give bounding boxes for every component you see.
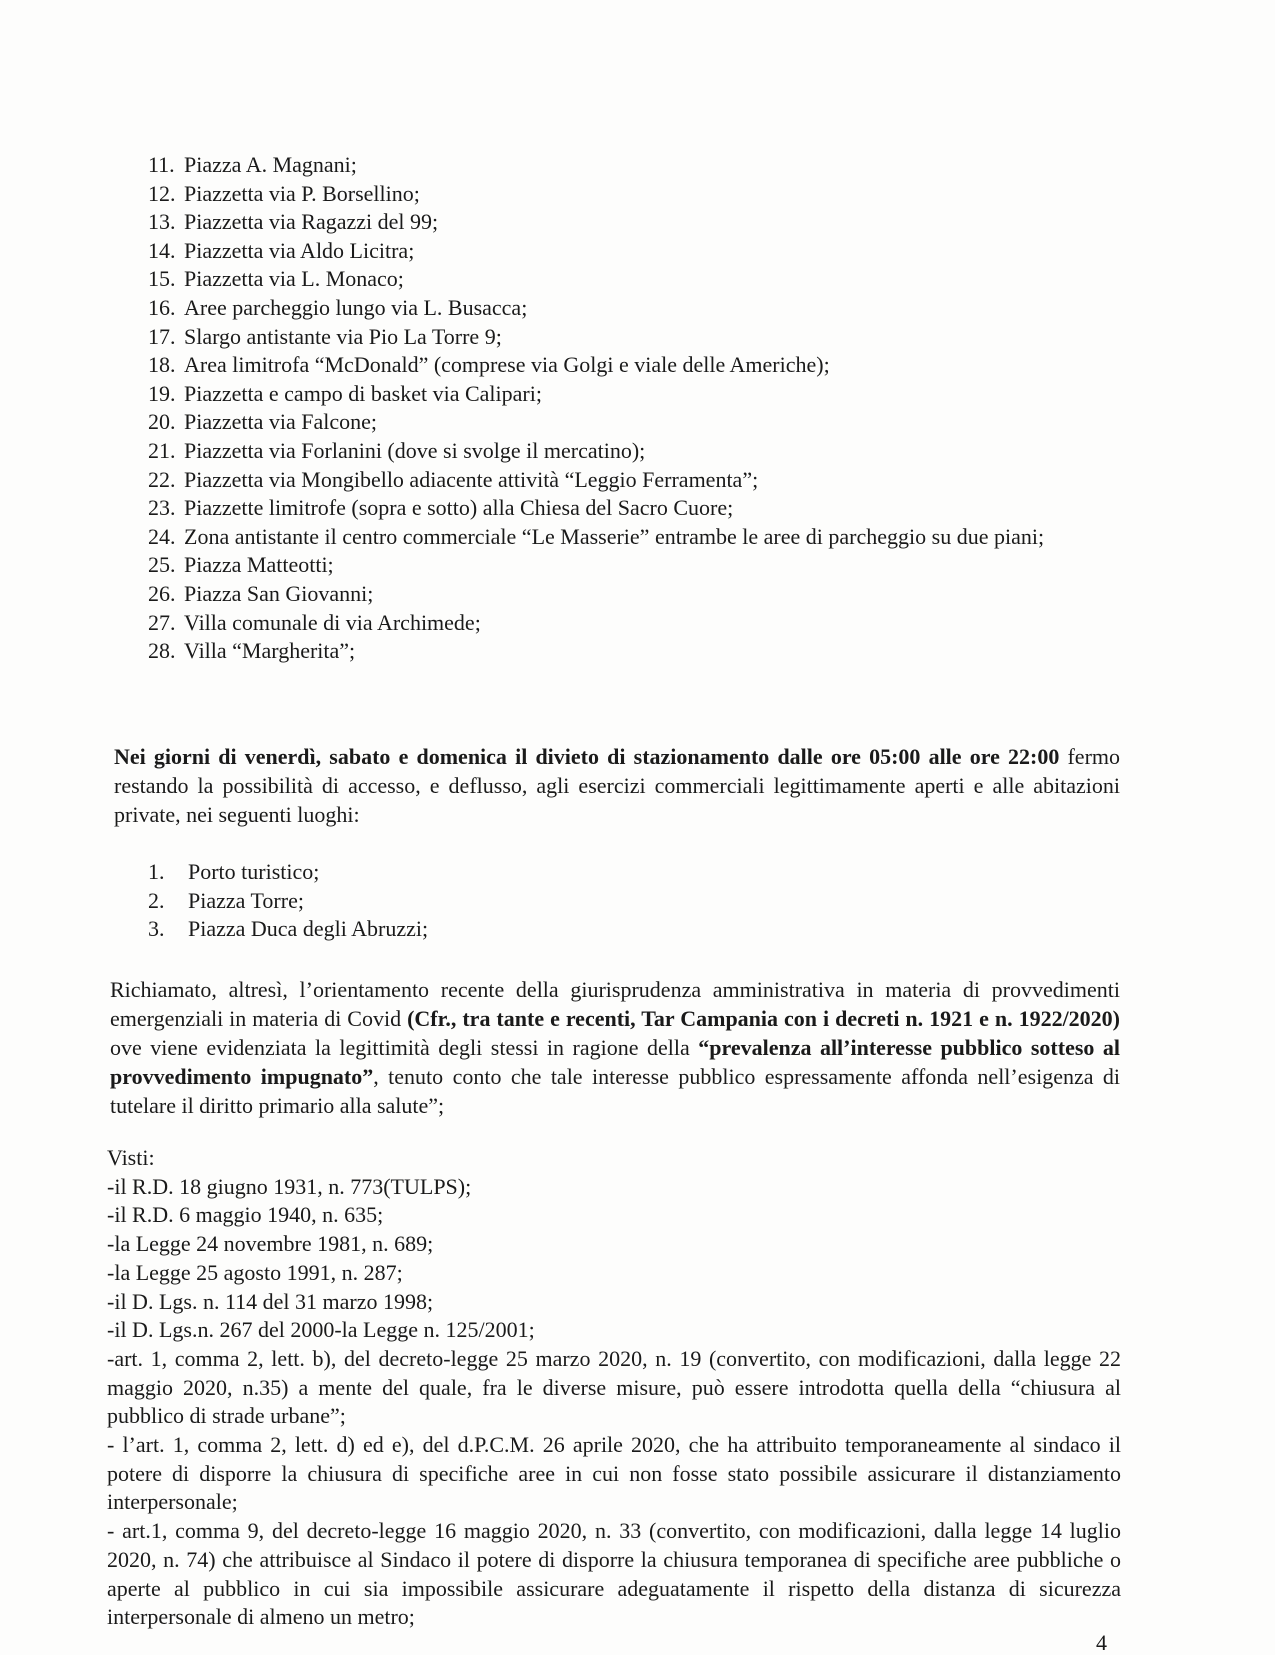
weekend-places-list — [148, 858, 748, 944]
richiamato-bold-1: (Cfr., tra tante e recenti, Tar Campania con i decreti n. 1921 e n. 1922/2020) — [407, 1006, 1121, 1031]
list-item — [148, 380, 1120, 409]
item-number: 23. — [148, 495, 176, 521]
item-text: Piazzetta via L. Monaco; — [184, 266, 404, 292]
item-text: Slargo antistante via Pio La Torre 9; — [184, 323, 502, 349]
visti-item: -la Legge 24 novembre 1981, n. 689; — [107, 1231, 434, 1257]
item-number: 3. — [148, 916, 165, 942]
list-item — [148, 637, 1120, 666]
visti-item: -il R.D. 18 giugno 1931, n. 773(TULPS); — [107, 1173, 472, 1199]
list-item — [148, 858, 748, 887]
item-text: Piazzetta via Falcone; — [184, 409, 378, 435]
item-text: Aree parcheggio lungo via L. Busacca; — [184, 294, 528, 320]
list-item — [148, 323, 1120, 352]
item-text: Piazza San Giovanni; — [184, 580, 374, 606]
item-number: 13. — [148, 209, 176, 235]
visti-item: -art. 1, comma 2, lett. b), del decreto-legge 25 marzo 2020, n. 19 (convertito, con modificazioni, dalla legge 22 maggio 2020, n.35) a mente del quale, fra le diverse misure, può essere introdotta quella della “chiusura al pubblico di strade urbane”; — [107, 1345, 1121, 1429]
item-text: Piazza Torre; — [188, 887, 304, 913]
richiamato-text-2: ove viene evidenziata la legittimità degli stessi in ragione della — [110, 1035, 699, 1060]
list-item — [148, 408, 1120, 437]
list-item — [148, 294, 1120, 323]
visti-heading: Visti: — [107, 1145, 155, 1170]
item-number: 20. — [148, 409, 176, 435]
visti-item: -il D. Lgs. n. 114 del 31 marzo 1998; — [107, 1288, 434, 1314]
item-text: Piazza Matteotti; — [184, 552, 334, 578]
weekend-paragraph-text: fermo restando la possibilità di accesso, e deflusso, agli esercizi commerciali legittimamente aperti e alle abitazioni private, nei seguenti luoghi: — [114, 744, 1121, 827]
item-number: 16. — [148, 294, 176, 320]
visti-item: -il D. Lgs.n. 267 del 2000-la Legge n. 125/2001; — [107, 1317, 535, 1343]
item-text: Villa comunale di via Archimede; — [184, 609, 481, 635]
item-number: 22. — [148, 466, 176, 492]
visti-item: - l’art. 1, comma 2, lett. d) ed e), del d.P.C.M. 26 aprile 2020, che ha attribuito temporaneamente al sindaco il potere di disporre la chiusura di specifiche aree in cui non fosse stato possibile assicurare il distanziamento interpersonale; — [107, 1432, 1121, 1515]
list-item — [148, 915, 748, 944]
item-number: 14. — [148, 237, 176, 263]
list-item — [148, 580, 1120, 609]
item-number: 2. — [148, 887, 165, 913]
visti-item: -il R.D. 6 maggio 1940, n. 635; — [107, 1202, 384, 1228]
list-item — [148, 494, 1120, 523]
item-text: Piazza A. Magnani; — [184, 152, 357, 177]
weekend-paragraph — [114, 742, 1120, 829]
list-item — [148, 265, 1120, 294]
item-number: 27. — [148, 609, 176, 635]
richiamato-paragraph — [110, 975, 1120, 1120]
item-number: 17. — [148, 323, 176, 349]
list-item — [148, 208, 1120, 237]
item-text: Piazzette limitrofe (sopra e sotto) alla Chiesa del Sacro Cuore; — [184, 495, 734, 521]
item-number: 24. — [148, 523, 176, 549]
item-text: Area limitrofa “McDonald” (comprese via Golgi e viale delle Americhe); — [184, 352, 830, 378]
item-number: 1. — [148, 859, 165, 884]
item-number: 18. — [148, 352, 176, 378]
visti-item: - art.1, comma 9, del decreto-legge 16 maggio 2020, n. 33 (convertito, con modificazioni, dalla legge 14 luglio 2020, n. 74) che attribuisce al Sindaco il potere di disporre la chiusura temporanea di specifiche aree pubbliche o aperte al pubblico in cui sia impossibile assicurare adeguatamente il rispetto della distanza di sicurezza interpersonale di almeno un metro; — [107, 1518, 1121, 1630]
item-number: 26. — [148, 580, 176, 606]
list-item — [148, 351, 1120, 380]
item-number: 19. — [148, 380, 176, 406]
weekend-paragraph-bold: Nei giorni di venerdì, sabato e domenica il divieto di stazionamento dalle ore 05:00 alle ore 22:00 — [114, 744, 1060, 769]
richiamato-bold-2: “prevalenza all’interesse pubblico sotteso al provvedimento impugnato” — [110, 1035, 1120, 1089]
item-text: Zona antistante il centro commerciale “Le Masserie” entrambe le aree di parcheggio su due piani; — [184, 523, 1045, 549]
list-item — [148, 237, 1120, 266]
page-number: 4 — [1096, 1630, 1107, 1655]
item-text: Porto turistico; — [188, 859, 320, 884]
item-text: Piazzetta via Ragazzi del 99; — [184, 209, 439, 235]
list-item — [148, 151, 1120, 180]
richiamato-text-3: , tenuto conto che tale interesse pubblico espressamente affonda nell’esigenza di tutelare il diritto primario alla salute”; — [110, 1064, 1121, 1118]
item-number: 12. — [148, 180, 176, 206]
item-number: 25. — [148, 552, 176, 578]
list-item — [148, 609, 1120, 638]
item-text: Piazzetta via Forlanini (dove si svolge il mercatino); — [184, 437, 646, 463]
richiamato-text-1: Richiamato, altresì, l’orientamento recente della giurisprudenza amministrativa in materia di provvedimenti emergenziali in materia di Covid — [110, 977, 1120, 1031]
item-text: Piazzetta e campo di basket via Calipari; — [184, 380, 542, 406]
visti-item: -la Legge 25 agosto 1991, n. 287; — [107, 1259, 403, 1285]
list-item — [148, 523, 1120, 552]
item-text: Piazzetta via Aldo Licitra; — [184, 237, 415, 263]
list-item — [148, 551, 1120, 580]
item-number: 28. — [148, 638, 176, 664]
item-number: 21. — [148, 437, 176, 463]
item-text: Villa “Margherita”; — [184, 638, 356, 664]
list-item — [148, 887, 748, 916]
item-text: Piazza Duca degli Abruzzi; — [188, 916, 429, 942]
item-number: 15. — [148, 266, 176, 292]
list-item — [148, 466, 1120, 495]
places-list — [148, 151, 1120, 666]
item-text: Piazzetta via P. Borsellino; — [184, 180, 420, 206]
list-item — [148, 437, 1120, 466]
visti-section — [107, 1144, 1121, 1632]
item-number: 11. — [148, 152, 175, 177]
list-item — [148, 180, 1120, 209]
item-text: Piazzetta via Mongibello adiacente attività “Leggio Ferramenta”; — [184, 466, 759, 492]
